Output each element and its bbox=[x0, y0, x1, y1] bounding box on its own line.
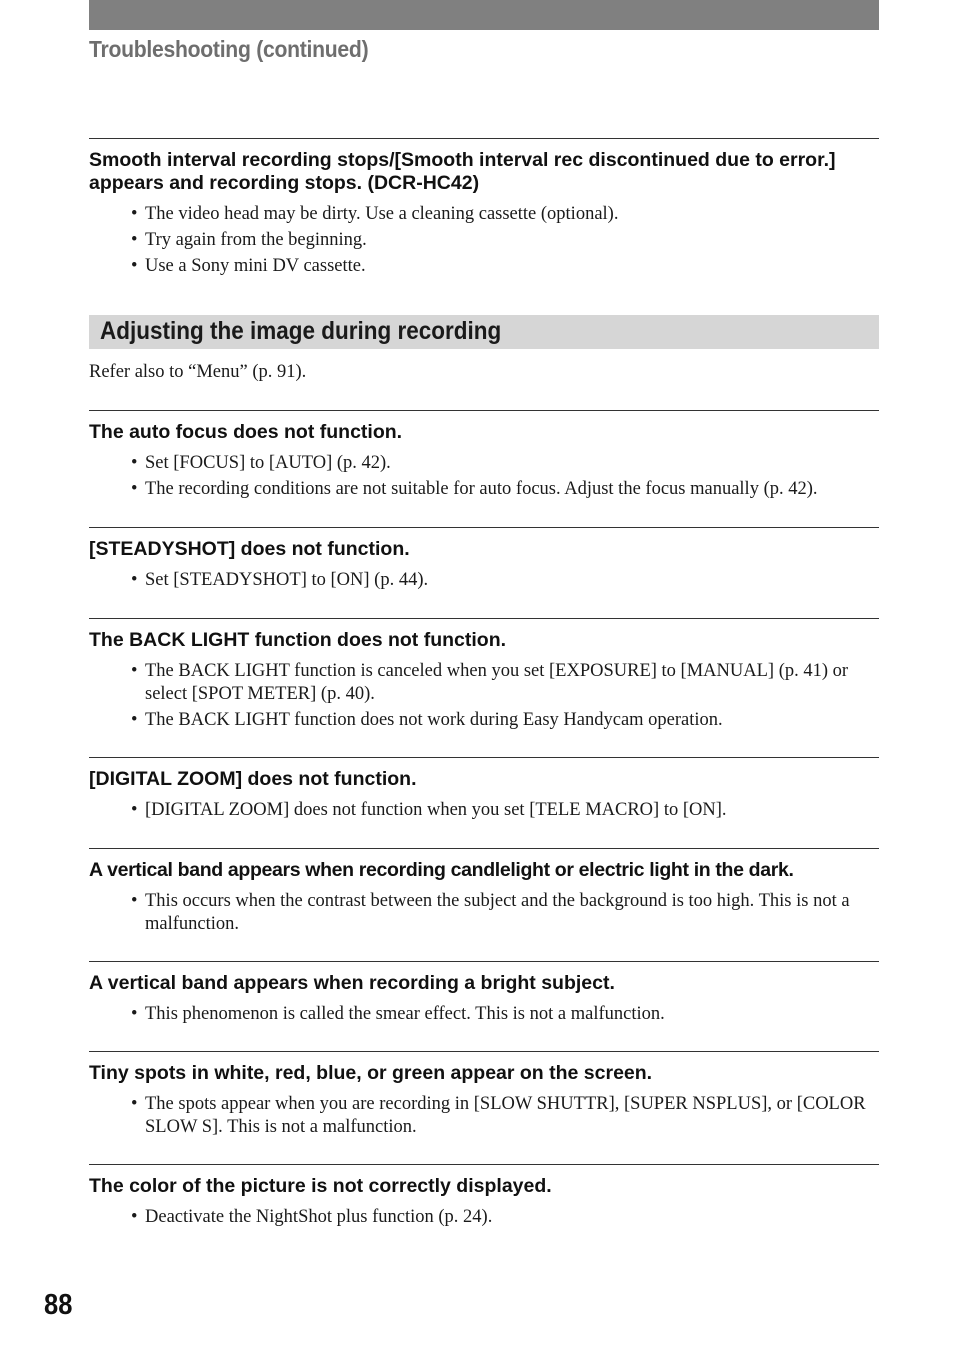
answer-list bbox=[89, 203, 879, 278]
bullet: • bbox=[131, 1094, 138, 1114]
running-title: Troubleshooting (continued) bbox=[89, 36, 369, 62]
section-question: The BACK LIGHT function does not function. bbox=[89, 629, 507, 651]
troubleshoot-section bbox=[89, 527, 879, 595]
answer-item: • [DIGITAL ZOOM] does not function when you set [TELE MACRO] to [ON]. bbox=[131, 800, 727, 820]
answer-item: • The video head may be dirty. Use a cleaning cassette (optional). bbox=[131, 204, 619, 224]
answer-item: • Use a Sony mini DV cassette. bbox=[131, 256, 366, 276]
troubleshoot-section bbox=[89, 961, 879, 1029]
troubleshoot-section bbox=[89, 618, 879, 735]
answer-list bbox=[89, 799, 879, 822]
bullet: • bbox=[131, 204, 138, 224]
bullet: • bbox=[131, 661, 138, 681]
troubleshoot-section bbox=[89, 1164, 879, 1232]
bullet: • bbox=[131, 1004, 138, 1024]
section-heading-band bbox=[89, 315, 879, 349]
section-question: Smooth interval recording stops/[Smooth interval rec discontinued due to error.] appears and recording stops. (DCR-HC42) bbox=[89, 149, 836, 194]
section-heading: Adjusting the image during recording bbox=[100, 317, 502, 345]
bullet: • bbox=[131, 800, 138, 820]
answer-list bbox=[89, 890, 879, 935]
answer-list bbox=[89, 1206, 879, 1229]
answer-item: • The BACK LIGHT function is canceled when you set [EXPOSURE] to [MANUAL] (p. 41) or select [SPOT METER] (p. 40). bbox=[131, 661, 849, 704]
troubleshoot-section bbox=[89, 757, 879, 825]
troubleshoot-section bbox=[89, 848, 879, 939]
bullet: • bbox=[131, 570, 138, 590]
answer-item: • Set [FOCUS] to [AUTO] (p. 42). bbox=[131, 453, 391, 473]
troubleshoot-section bbox=[89, 138, 879, 281]
bullet: • bbox=[131, 230, 138, 250]
answer-item: • The BACK LIGHT function does not work during Easy Handycam operation. bbox=[131, 709, 723, 730]
bullet: • bbox=[131, 1207, 138, 1227]
bullet: • bbox=[131, 709, 138, 730]
section-question: The auto focus does not function. bbox=[89, 421, 403, 443]
page-number: 88 bbox=[44, 1289, 73, 1321]
answer-item: • Deactivate the NightShot plus function (p. 24). bbox=[131, 1207, 493, 1227]
troubleshoot-section bbox=[89, 1051, 879, 1142]
section-question: A vertical band appears when recording candlelight or electric light in the dark. bbox=[89, 859, 794, 881]
section-question: The color of the picture is not correctly displayed. bbox=[89, 1175, 552, 1197]
section-question: Tiny spots in white, red, blue, or green appear on the screen. bbox=[89, 1062, 653, 1084]
answer-item: • This occurs when the contrast between the subject and the background is too high. This is not a malfunction. bbox=[131, 891, 850, 934]
bullet: • bbox=[131, 479, 138, 499]
section-question: [STEADYSHOT] does not function. bbox=[89, 538, 410, 560]
answer-list bbox=[89, 569, 879, 592]
section-question: [DIGITAL ZOOM] does not function. bbox=[89, 768, 417, 790]
answer-list bbox=[89, 1003, 879, 1026]
answer-item: • Set [STEADYSHOT] to [ON] (p. 44). bbox=[131, 570, 429, 590]
header-bar bbox=[89, 0, 879, 30]
answer-item: • This phenomenon is called the smear effect. This is not a malfunction. bbox=[131, 1004, 665, 1024]
answer-item: • The spots appear when you are recording in [SLOW SHUTTR], [SUPER NSPLUS], or [COLOR SLOW S]. This is not a malfunction. bbox=[131, 1094, 866, 1137]
answer-list bbox=[89, 1093, 879, 1138]
answer-list bbox=[89, 660, 879, 731]
answer-list bbox=[89, 452, 879, 501]
bullet: • bbox=[131, 891, 138, 911]
refer-note: Refer also to “Menu” (p. 91). bbox=[89, 362, 307, 382]
troubleshoot-section bbox=[89, 410, 879, 504]
answer-item: • The recording conditions are not suitable for auto focus. Adjust the focus manually (p. 42). bbox=[131, 479, 818, 499]
section-question: A vertical band appears when recording a bright subject. bbox=[89, 972, 615, 994]
bullet: • bbox=[131, 256, 138, 276]
answer-item: • Try again from the beginning. bbox=[131, 230, 367, 250]
bullet: • bbox=[131, 453, 138, 473]
